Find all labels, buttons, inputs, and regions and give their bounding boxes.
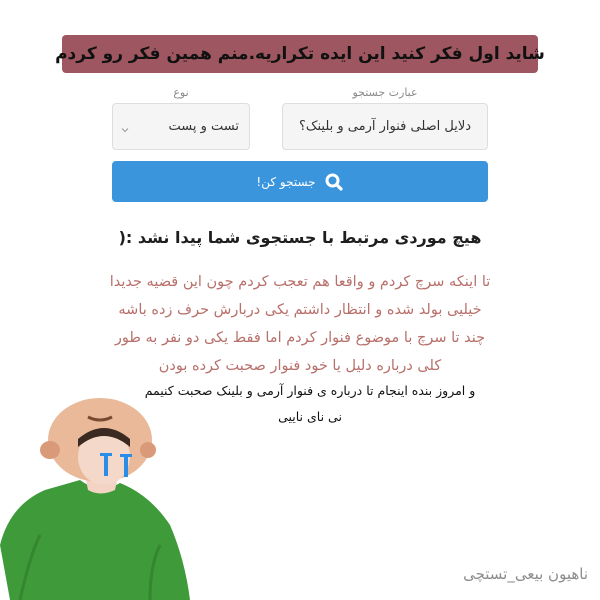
red-paragraph <box>60 268 540 380</box>
black-line: نی نای ناییی <box>278 409 342 424</box>
red-line: خیلیی بولد شده و انتظار داشتم یکی دربارش حرف زده باشه <box>118 302 482 318</box>
crying-sticker-image <box>0 395 200 600</box>
title-banner <box>55 35 545 73</box>
search-input[interactable] <box>282 103 488 150</box>
red-line: تا اینکه سرچ کردم و واقعا هم تعجب کردم چون این قضیه جدیدا <box>109 274 491 290</box>
black-line: و امروز بنده اینجام تا درباره ی فنوار آرمی و بلینک صحبت کنیمم <box>144 383 476 398</box>
search-label: عبارت جستجو <box>352 86 418 99</box>
red-line: چند تا سرچ با موضوع فنوار کردم اما فقط یکی دو نفر به طور <box>114 330 486 346</box>
search-icon <box>324 172 344 192</box>
red-line: کلی درباره دلیل یا خود فنوار صحبت کرده بودن <box>158 358 442 374</box>
type-select[interactable] <box>112 103 250 150</box>
search-button-label: جستجو کن! <box>256 174 316 189</box>
type-label: نوع <box>173 86 189 99</box>
search-input-value: دلایل اصلی فنوار آرمی و بلینک؟ <box>298 119 472 134</box>
chevron-down-icon <box>121 123 129 131</box>
type-select-value: تست و پست <box>168 119 239 134</box>
watermark: ناهیون بیعی_تستچی <box>463 565 588 583</box>
title-text: شاید اول فکر کنید این ایده تکراریه.منم همین فکر رو کردم <box>55 44 545 64</box>
no-result-message: هیچ موردی مرتبط با جستجوی شما پیدا نشد :( <box>118 228 482 247</box>
search-button[interactable] <box>112 161 488 202</box>
